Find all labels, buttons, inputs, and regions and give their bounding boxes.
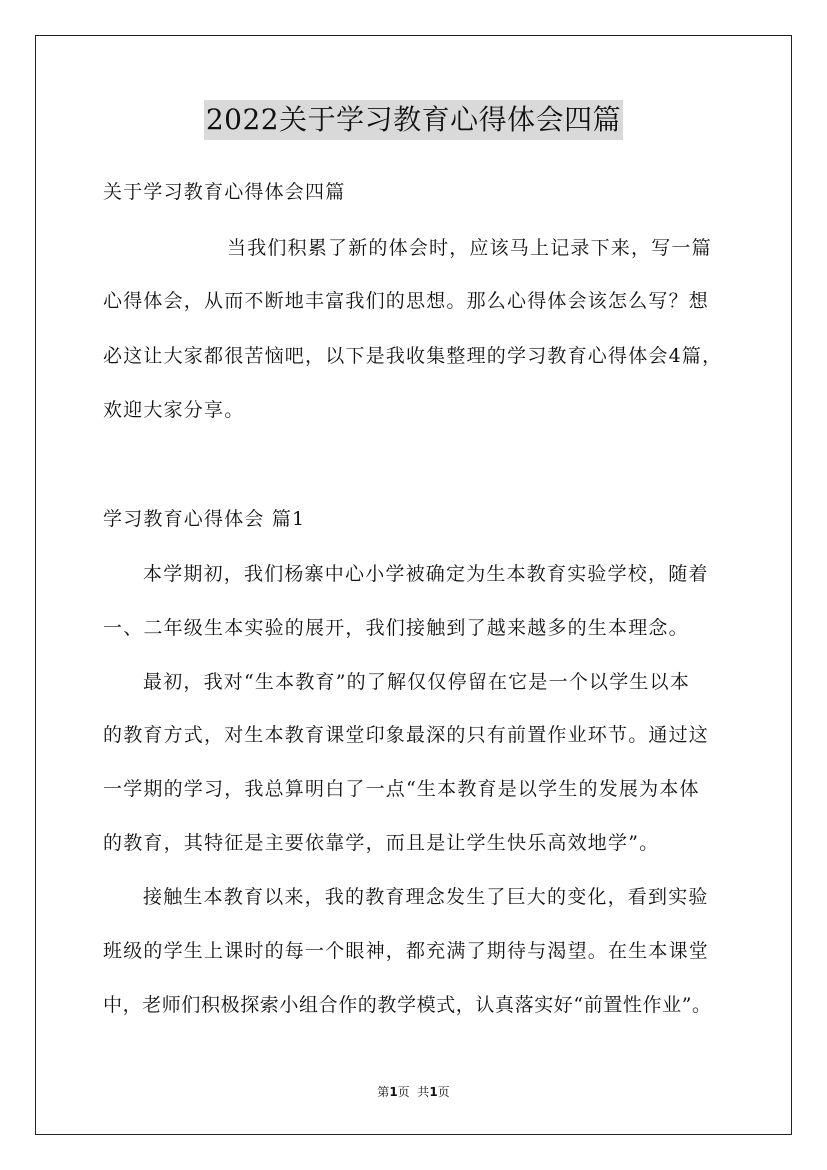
intro-line-4: 欢迎大家分享。	[103, 399, 245, 421]
section-heading: 学习教育心得体会 篇1	[103, 508, 306, 530]
para2-line-4: 的教育，其特征是主要依靠学，而且是让学生快乐高效地学”。	[103, 832, 660, 854]
document-title: 2022关于学习教育心得体会四篇	[204, 100, 623, 140]
para3-line-1: 接触生本教育以来，我的教育理念发生了巨大的变化，看到实验	[143, 886, 709, 908]
para3-line-3: 中，老师们积极探索小组合作的教学模式，认真落实好“前置性作业”。	[103, 994, 712, 1016]
footer-page-number: 1	[389, 1085, 398, 1099]
para2-line-1: 最初，我对“生本教育”的了解仅仅停留在它是一个以学生以本	[143, 671, 691, 693]
para3-line-2: 班级的学生上课时的每一个眼神，都充满了期待与渴望。在生本课堂	[103, 940, 710, 962]
intro-line-2: 心得体会，从而不断地丰富我们的思想。那么心得体会该怎么写？想	[103, 290, 710, 312]
title-container	[0, 100, 827, 140]
footer-suffix: 页	[437, 1085, 450, 1099]
page-footer	[0, 1083, 827, 1100]
para2-line-3: 一学期的学习，我总算明白了一点“生本教育是以学生的发展为本体	[103, 778, 700, 800]
footer-prefix: 第	[377, 1085, 390, 1099]
para1-line-1: 本学期初，我们杨寨中心小学被确定为生本教育实验学校，随着	[143, 563, 709, 585]
intro-line-3: 必这让大家都很苦恼吧，以下是我收集整理的学习教育心得体会4篇，	[103, 345, 723, 367]
intro-line-1: 当我们积累了新的体会时，应该马上记录下来，写一篇	[227, 237, 712, 259]
para1-line-2: 一、二年级生本实验的展开，我们接触到了越来越多的生本理念。	[103, 617, 689, 639]
footer-middle: 页 共	[397, 1085, 430, 1099]
document-subtitle: 关于学习教育心得体会四篇	[103, 181, 346, 203]
para2-line-2: 的教育方式，对生本教育课堂印象最深的只有前置作业环节。通过这	[103, 724, 710, 746]
footer-page-total: 1	[429, 1085, 438, 1099]
